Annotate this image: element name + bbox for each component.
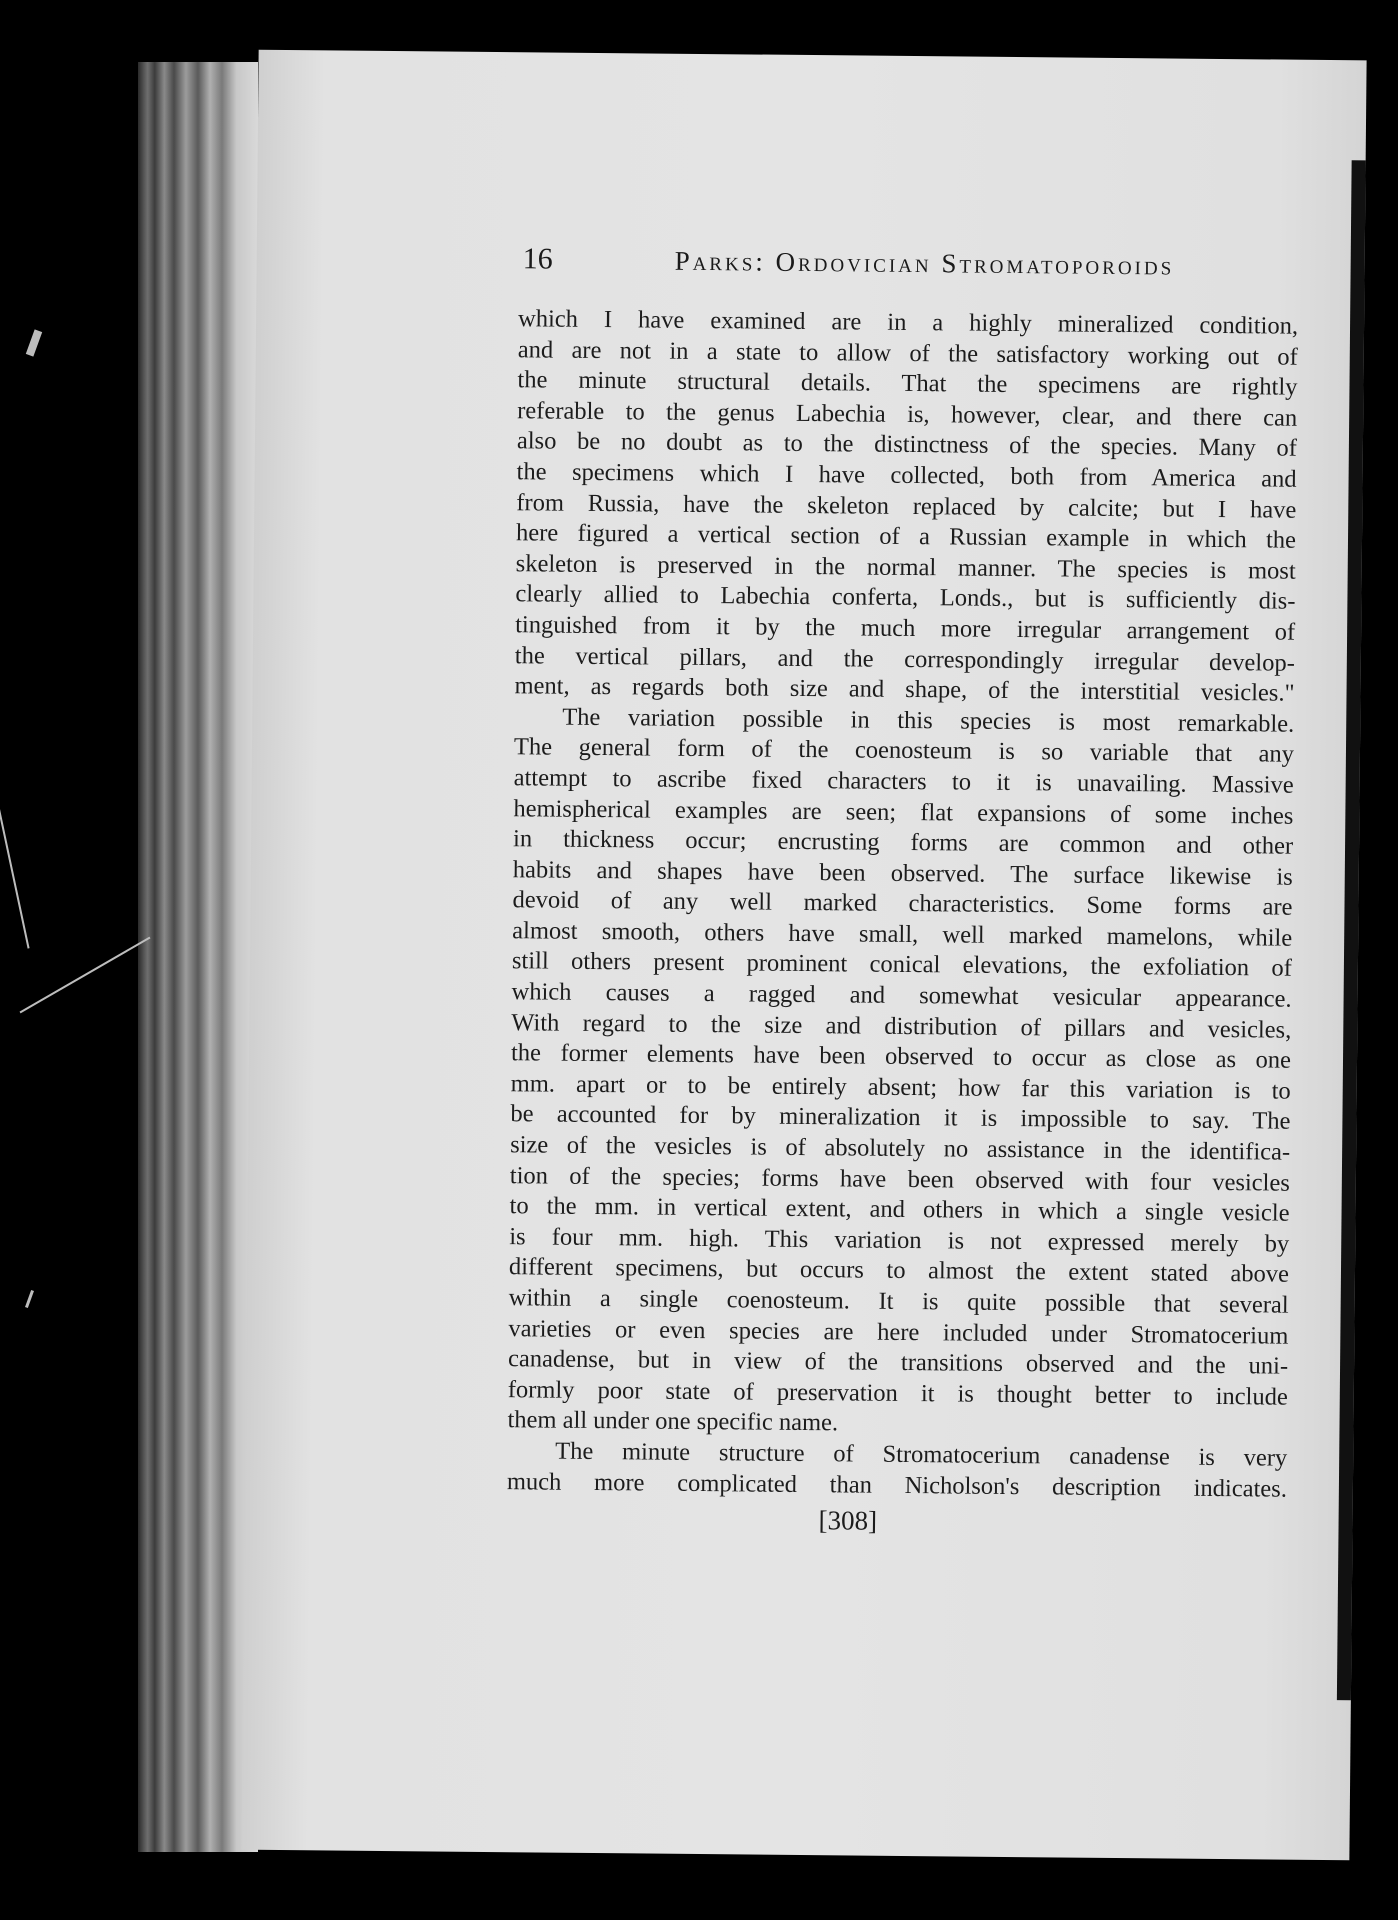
text-line: size of the vesicles is of absolutely no assistance in the identifica- (510, 1131, 1291, 1166)
text-line: the former elements have been observed to occur as close as one (510, 1039, 1292, 1074)
text-line: here figured a vertical section of a Russian example in which the (515, 519, 1297, 554)
text-line: attempt to ascribe fixed characters to it is unavailing. Massive (513, 764, 1294, 799)
text-line: almost smooth, others have small, well marked mamelons, while (512, 917, 1293, 952)
page-number: 16 (522, 242, 553, 276)
text-line: clearly allied to Labechia conferta, Londs., but is sufficiently dis- (515, 580, 1296, 616)
text-line: skeleton is preserved in the normal manner. The species is most (515, 549, 1296, 585)
text-line: devoid of any well marked characteristics. Some forms are (512, 886, 1293, 921)
margin-speck (25, 1290, 34, 1308)
text-line: tinguished from it by the much more irregular arrangement of (515, 611, 1296, 646)
paragraph (514, 304, 1298, 709)
body-text (507, 304, 1298, 1505)
margin-scratch (20, 937, 151, 1014)
text-line: also be no doubt as to the distinctness of the species. Many of (516, 427, 1298, 463)
text-line: hemispherical examples are seen; flat expansions of some inches (513, 794, 1294, 830)
text-line: still others present prominent conical elevations, the exfoliation of (511, 947, 1293, 983)
text-line: formly poor state of preservation it is thought better to include (507, 1375, 1288, 1411)
page-edges (138, 62, 258, 1852)
text-line: much more complicated than Nicholson's description indicates. (506, 1467, 1288, 1503)
text-line: different specimens, but occurs to almost the extent stated above (508, 1253, 1290, 1289)
text-line: mm. apart or to be entirely absent; how far this variation is to (510, 1070, 1291, 1105)
text-line: in thickness occur; encrusting forms are common and other (512, 825, 1294, 860)
text-line: The variation possible in this species is most remarkable. (562, 703, 1295, 738)
text-line: referable to the genus Labechia is, however, clear, and there can (517, 397, 1298, 432)
text-line: which causes a ragged and somewhat vesicular appearance. (511, 978, 1292, 1013)
text-line: and are not in a state to allow of the satisfactory working out of (517, 335, 1298, 371)
paragraph (507, 1436, 1288, 1505)
book-page (241, 50, 1366, 1861)
book-gutter (1337, 160, 1366, 1700)
text-line: varieties or even species are here included under Stromatocerium (508, 1314, 1289, 1350)
text-line: the vertical pillars, and the correspondingly irregular develop- (514, 641, 1295, 677)
text-line: canadense, but in view of the transitions observed and the uni- (507, 1345, 1289, 1380)
text-line: from Russia, have the skeleton replaced by calcite; but I have (516, 488, 1297, 524)
text-line: The general form of the coenosteum is so variable that any (513, 733, 1295, 769)
running-head: Parks: Ordovician Stromatoporoids (674, 245, 1175, 281)
page-header (522, 242, 1303, 281)
text-line: the minute structural details. That the specimens are rightly (517, 366, 1298, 401)
text-line: to the mm. in vertical extent, and others in which a single vesicle (509, 1192, 1290, 1227)
text-line: them all under one specific name. (507, 1406, 839, 1437)
margin-scratch (0, 801, 30, 948)
text-line: habits and shapes have been observed. The surface likewise is (512, 855, 1293, 891)
text-line: within a single coenosteum. It is quite possible that several (508, 1284, 1289, 1319)
text-line: tion of the species; forms have been observed with four vesicles (509, 1161, 1290, 1197)
text-line: ment, as regards both size and shape, of the interstitial vesicles." (514, 672, 1295, 707)
text-line: be accounted for by mineralization it is impossible to say. The (510, 1100, 1291, 1136)
text-line: the specimens which I have collected, both from America and (516, 458, 1297, 493)
text-line: which I have examined are in a highly mineralized condition, (517, 305, 1299, 340)
margin-speck (26, 329, 42, 356)
text-line: With regard to the size and distribution of pillars and vesicles, (511, 1008, 1292, 1044)
text-line: is four mm. high. This variation is not expressed merely by (509, 1222, 1290, 1258)
folio-number: [308] (818, 1505, 878, 1536)
paragraph (507, 702, 1294, 1444)
text-line: The minute structure of Stromatocerium canadense is very (555, 1437, 1288, 1472)
